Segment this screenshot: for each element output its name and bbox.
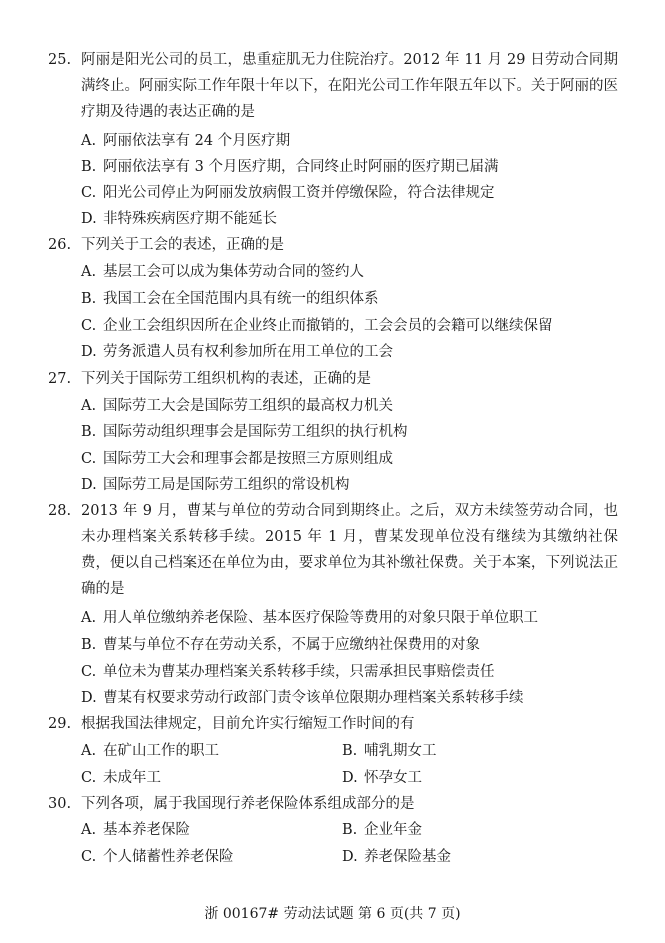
option-letter: D.: [81, 344, 97, 360]
option-letter: D.: [342, 770, 358, 786]
question-30: [48, 791, 618, 817]
option-29-d: [342, 765, 422, 791]
option-25-a: [81, 128, 290, 154]
question-number: 30.: [48, 796, 72, 812]
option-text: 企业工会组织因所在企业终止而撤销的，工会会员的会籍可以继续保留: [103, 318, 553, 334]
option-text: 国际劳工大会和理事会都是按照三方原则组成: [103, 451, 393, 467]
option-letter: D.: [342, 849, 358, 865]
option-28-c: [81, 659, 495, 685]
option-text: 阿丽依法享有 3 个月医疗期，合同终止时阿丽的医疗期已届满: [103, 159, 499, 175]
option-25-b: [81, 154, 498, 180]
option-letter: C.: [81, 770, 97, 786]
option-text: 曹某与单位不存在劳动关系，不属于应缴纳社保费用的对象: [103, 637, 480, 653]
option-30-b: [342, 817, 422, 843]
option-28-a: [81, 605, 538, 631]
question-stem: 阿丽是阳光公司的员工，患重症肌无力住院治疗。2012 年 11 月 29 日劳动合同期满终止。阿丽实际工作年限十年以下，在阳光公司工作年限五年以下。关于阿丽的医疗期及待遇的表达正确的是: [81, 52, 618, 120]
option-text: 哺乳期女工: [364, 743, 437, 759]
option-letter: B.: [81, 159, 97, 175]
question-29: [48, 711, 618, 737]
option-27-b: [81, 419, 408, 445]
option-text: 基层工会可以成为集体劳动合同的签约人: [103, 264, 364, 280]
question-27: [48, 366, 618, 392]
option-letter: A.: [81, 610, 97, 626]
option-letter: B.: [342, 743, 358, 759]
question-number: 27.: [48, 371, 72, 387]
option-text: 国际劳工大会是国际劳工组织的最高权力机关: [103, 398, 393, 414]
question-number: 25.: [48, 52, 72, 68]
option-letter: C.: [81, 185, 97, 201]
option-27-c: [81, 446, 393, 472]
option-30-c: [81, 844, 234, 870]
option-letter: C.: [81, 664, 97, 680]
option-text: 阿丽依法享有 24 个月医疗期: [103, 133, 291, 149]
option-letter: A.: [81, 743, 97, 759]
option-letter: B.: [81, 424, 97, 440]
option-letter: B.: [81, 291, 97, 307]
option-letter: A.: [81, 822, 97, 838]
option-letter: C.: [81, 451, 97, 467]
option-28-d: [81, 685, 524, 711]
option-text: 怀孕女工: [364, 770, 422, 786]
option-30-a: [81, 817, 190, 843]
option-text: 曹某有权要求劳动行政部门责令该单位限期办理档案关系转移手续: [103, 690, 524, 706]
option-text: 国际劳动组织理事会是国际劳工组织的执行机构: [103, 424, 408, 440]
option-letter: B.: [342, 822, 358, 838]
option-letter: A.: [81, 264, 97, 280]
question-stem: 2013 年 9 月，曹某与单位的劳动合同到期终止。之后，双方未续签劳动合同，也未办理档案关系转移手续。2015 年 1 月，曹某发现单位没有继续为其缴纳社保费，便以自己档案还在单位为由，要求单位为其补缴社保费。关于本案，下列说法正确的是: [81, 503, 618, 597]
option-letter: D.: [81, 690, 97, 706]
question-25: [48, 47, 618, 125]
option-text: 非特殊疾病医疗期不能延长: [103, 211, 277, 227]
option-letter: A.: [81, 398, 97, 414]
question-28: [48, 498, 618, 602]
option-text: 国际劳工局是国际劳工组织的常设机构: [103, 477, 350, 493]
option-letter: C.: [81, 318, 97, 334]
option-text: 未成年工: [103, 770, 161, 786]
option-text: 个人储蓄性养老保险: [103, 849, 234, 865]
option-27-d: [81, 472, 350, 498]
option-text: 养老保险基金: [364, 849, 451, 865]
option-text: 基本养老保险: [103, 822, 190, 838]
question-number: 29.: [48, 716, 72, 732]
question-stem: 下列各项，属于我国现行养老保险体系组成部分的是: [81, 796, 415, 812]
question-26: [48, 232, 618, 258]
option-text: 阳光公司停止为阿丽发放病假工资并停缴保险，符合法律规定: [103, 185, 495, 201]
option-text: 用人单位缴纳养老保险、基本医疗保险等费用的对象只限于单位职工: [103, 610, 538, 626]
page-footer: 浙 00167# 劳动法试题 第 6 页(共 7 页): [204, 906, 461, 922]
option-letter: B.: [81, 637, 97, 653]
option-text: 劳务派遣人员有权利参加所在用工单位的工会: [103, 344, 393, 360]
option-28-b: [81, 632, 480, 658]
option-26-a: [81, 259, 364, 285]
option-29-a: [81, 738, 219, 764]
option-29-c: [81, 765, 161, 791]
option-30-d: [342, 844, 451, 870]
option-text: 我国工会在全国范围内具有统一的组织体系: [103, 291, 379, 307]
option-29-b: [342, 738, 437, 764]
option-letter: D.: [81, 211, 97, 227]
question-number: 26.: [48, 237, 72, 253]
option-letter: A.: [81, 133, 97, 149]
question-stem: 下列关于国际劳工组织机构的表述，正确的是: [81, 371, 371, 387]
option-27-a: [81, 393, 393, 419]
option-26-d: [81, 339, 393, 365]
option-text: 企业年金: [364, 822, 422, 838]
option-26-c: [81, 313, 553, 339]
option-25-d: [81, 206, 277, 232]
option-26-b: [81, 286, 379, 312]
option-text: 在矿山工作的职工: [103, 743, 219, 759]
option-letter: C.: [81, 849, 97, 865]
option-text: 单位未为曹某办理档案关系转移手续，只需承担民事赔偿责任: [103, 664, 495, 680]
question-stem: 下列关于工会的表述，正确的是: [81, 237, 284, 253]
option-letter: D.: [81, 477, 97, 493]
option-25-c: [81, 180, 495, 206]
question-number: 28.: [48, 503, 72, 519]
question-stem: 根据我国法律规定，目前允许实行缩短工作时间的有: [81, 716, 415, 732]
